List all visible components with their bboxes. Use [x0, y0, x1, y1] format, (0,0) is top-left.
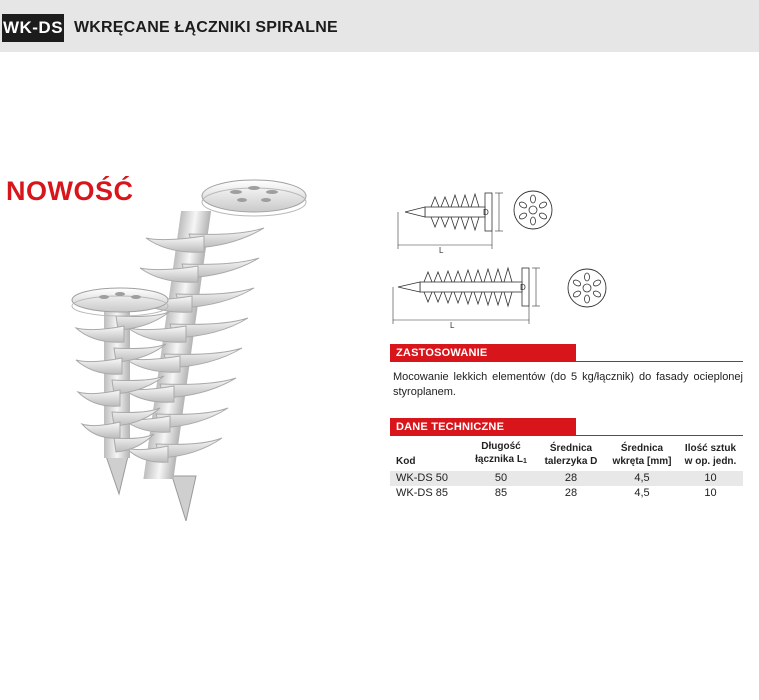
page-title: WKRĘCANE ŁĄCZNIKI SPIRALNE	[74, 19, 338, 36]
col-header-kod: Kod	[396, 456, 416, 467]
diagram-short-side-view	[395, 185, 505, 255]
diagram-diameter-label-2: D	[520, 283, 526, 292]
diagram-long-side-view	[390, 262, 545, 330]
product-photo	[64, 176, 324, 521]
diagram-length-label-2: L	[450, 321, 455, 330]
table-header-row	[390, 440, 743, 471]
col-header-wkret: Średnica wkręta [mm]	[612, 443, 672, 467]
product-code-badge: WK-DS	[2, 14, 64, 42]
usage-description: Mocowanie lekkich elementów (do 5 kg/łącznik) do fasady ocieplonej styroplanem.	[393, 371, 743, 398]
tech-section-header	[390, 418, 743, 436]
header-bar	[0, 0, 759, 52]
table-row: WK-DS 85 85 28 4,5 10	[396, 487, 717, 499]
diagram-long-top-view	[566, 267, 608, 309]
col-header-ilosc: Ilość sztuk w op. jedn.	[684, 443, 737, 467]
tech-heading: DANE TECHNICZNE	[396, 421, 505, 433]
col-header-dlugosc: Długość łącznika L1	[475, 441, 527, 465]
col-header-talerzyk: Średnica talerzyka D	[544, 443, 598, 467]
tech-data-table	[390, 440, 743, 501]
col-header-dlugosc-line2: łącznika L1	[475, 454, 527, 465]
new-product-label: NOWOŚĆ	[6, 176, 134, 206]
table-row: WK-DS 50 50 28 4,5 10	[390, 471, 743, 486]
usage-heading: ZASTOSOWANIE	[396, 347, 488, 359]
diagram-short-top-view	[512, 189, 554, 231]
usage-section-header	[390, 344, 743, 362]
diagram-diameter-label: D	[483, 208, 489, 217]
diagram-length-label: L	[439, 246, 444, 255]
